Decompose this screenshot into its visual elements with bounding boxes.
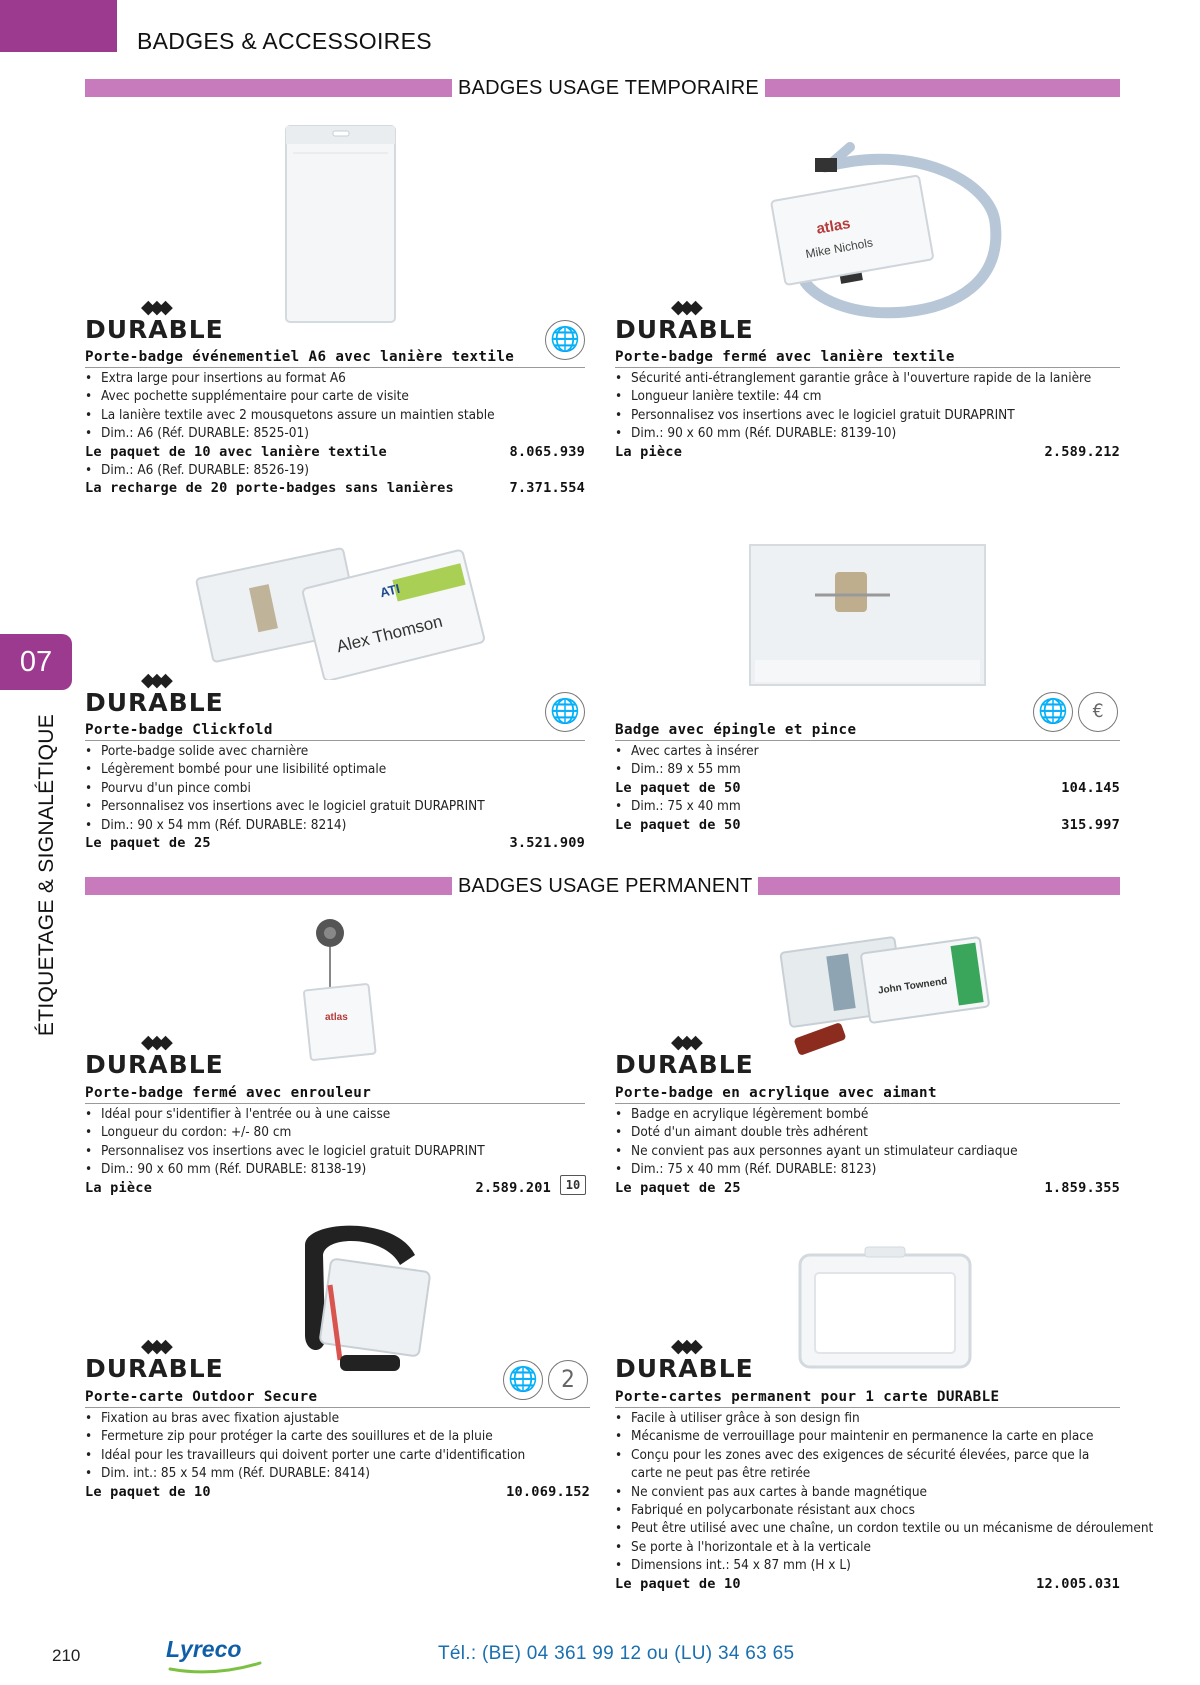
badge-name-text: Alex Thomson bbox=[334, 611, 445, 657]
price-row bbox=[85, 834, 585, 852]
product-title: Porte-badge Clickfold bbox=[85, 722, 273, 738]
price-value: 3.521.909 bbox=[509, 835, 585, 852]
price-row bbox=[85, 443, 585, 461]
bullet: • Dim.: 90 x 60 mm (Réf. DURABLE: 8139-10) bbox=[615, 424, 1120, 442]
chapter-number: 07 bbox=[19, 646, 53, 678]
divider bbox=[615, 1103, 1120, 1104]
product-title: Porte-badge fermé avec enrouleur bbox=[85, 1085, 372, 1101]
page-number: 210 bbox=[52, 1646, 81, 1665]
price-value: 7.371.554 bbox=[509, 480, 585, 497]
globe-icon: 🌐 bbox=[545, 320, 585, 360]
bullet: • Dim.: 75 x 40 mm (Réf. DURABLE: 8123) bbox=[615, 1160, 1120, 1178]
price-value: 315.997 bbox=[1061, 816, 1120, 833]
warranty-years-icon: 2 bbox=[548, 1360, 588, 1400]
bullet: • Peut être utilisé avec une chaîne, un cordon textile ou un mécanisme de déroulement bbox=[615, 1519, 1120, 1537]
price-label: Le paquet de 50 bbox=[615, 816, 741, 833]
product-image-pin-badge bbox=[745, 540, 990, 690]
bullet: • Personnalisez vos insertions avec le logiciel gratuit DURAPRINT bbox=[85, 1142, 585, 1160]
divider bbox=[615, 740, 1120, 741]
product-title: Porte-badge en acrylique avec aimant bbox=[615, 1085, 937, 1101]
section-title-temp: BADGES USAGE TEMPORAIRE bbox=[452, 76, 765, 100]
product-title: Porte-cartes permanent pour 1 carte DURABLE bbox=[615, 1389, 1000, 1405]
brand-logo: ◆◆◆ DURABLE bbox=[615, 1335, 754, 1383]
price-label: La pièce bbox=[615, 443, 683, 460]
globe-icon: 🌐 bbox=[503, 1360, 543, 1400]
chapter-label: ÉTIQUETAGE & SIGNALÉTIQUE bbox=[35, 713, 58, 1037]
brand-logo: ◆◆◆ DURABLE bbox=[85, 669, 224, 717]
bullet: • Dim.: 75 x 40 mm bbox=[615, 797, 1120, 815]
globe-icon: 🌐 bbox=[1033, 692, 1073, 732]
price-row bbox=[615, 779, 1120, 797]
bullet: • Badge en acrylique légèrement bombé bbox=[615, 1105, 1120, 1123]
price-row bbox=[85, 479, 585, 497]
bullet: • Dim.: A6 (Ref. DURABLE: 8526-19) bbox=[85, 461, 585, 479]
bullet: • Pourvu d'un pince combi bbox=[85, 779, 585, 797]
bullet: • Dim.: 90 x 60 mm (Réf. DURABLE: 8138-19) bbox=[85, 1160, 585, 1178]
price-row bbox=[85, 1179, 585, 1197]
bullet: • Dim.: A6 (Réf. DURABLE: 8525-01) bbox=[85, 424, 585, 442]
badge-name-text: John Townend bbox=[877, 975, 948, 997]
divider bbox=[615, 367, 1120, 368]
bullet: • Idéal pour s'identifier à l'entrée ou à une caisse bbox=[85, 1105, 585, 1123]
logo-swoosh bbox=[168, 1660, 263, 1674]
bullet: • Avec pochette supplémentaire pour carte de visite bbox=[85, 387, 585, 405]
page-title: BADGES & ACCESSOIRES bbox=[137, 28, 432, 54]
price-label: La pièce bbox=[85, 1179, 153, 1196]
brand-logo: ◆◆◆ DURABLE bbox=[615, 296, 754, 344]
bullet: • Se porte à l'horizontale et à la verticale bbox=[615, 1538, 1120, 1556]
corner-accent bbox=[0, 0, 117, 52]
product-title: Porte-badge événementiel A6 avec lanière textile bbox=[85, 349, 515, 365]
bullet: • Extra large pour insertions au format A6 bbox=[85, 369, 585, 387]
badge-logo-text: ATI bbox=[378, 580, 402, 601]
price-row bbox=[615, 816, 1120, 834]
product-image-a6-holder bbox=[283, 123, 398, 325]
price-label: Le paquet de 10 bbox=[85, 1483, 211, 1500]
price-value: 12.005.031 bbox=[1036, 1575, 1120, 1592]
brand-logo: ◆◆◆ DURABLE bbox=[615, 1031, 754, 1079]
bullet: • Idéal pour les travailleurs qui doivent porter une carte d'identification bbox=[85, 1446, 590, 1464]
product-details bbox=[615, 742, 1120, 834]
section-title-perm: BADGES USAGE PERMANENT bbox=[452, 874, 758, 898]
bullet: • Longueur lanière textile: 44 cm bbox=[615, 387, 1120, 405]
bullet: • Conçu pour les zones avec des exigences de sécurité élevées, parce que la carte ne peut pas être retirée bbox=[615, 1446, 1120, 1483]
brand-logo: ◆◆◆ DURABLE bbox=[85, 1335, 224, 1383]
product-title: Badge avec épingle et pince bbox=[615, 722, 857, 738]
bullet: • Dim.: 90 x 54 mm (Réf. DURABLE: 8214) bbox=[85, 816, 585, 834]
bullet: • Longueur du cordon: +/- 80 cm bbox=[85, 1123, 585, 1141]
bullet: • Mécanisme de verrouillage pour maintenir en permanence la carte en place bbox=[615, 1427, 1120, 1445]
bullet: • Doté d'un aimant double très adhérent bbox=[615, 1123, 1120, 1141]
divider bbox=[85, 740, 585, 741]
price-label: Le paquet de 50 bbox=[615, 779, 741, 796]
price-label: Le paquet de 10 avec lanière textile bbox=[85, 443, 387, 460]
bullet: • Ne convient pas aux personnes ayant un stimulateur cardiaque bbox=[615, 1142, 1120, 1160]
product-title: Porte-badge fermé avec lanière textile bbox=[615, 349, 955, 365]
price-row bbox=[85, 1483, 590, 1501]
product-image-reel-badge bbox=[295, 915, 385, 1065]
bullet: • Sécurité anti-étranglement garantie grâce à l'ouverture rapide de la lanière bbox=[615, 369, 1120, 387]
price-value: 10.069.152 bbox=[506, 1483, 590, 1500]
divider bbox=[85, 1103, 585, 1104]
bullet: • Ne convient pas aux cartes à bande magnétique bbox=[615, 1483, 1120, 1501]
price-row bbox=[615, 1179, 1120, 1197]
product-details bbox=[615, 1409, 1154, 1593]
euro-icon: € bbox=[1078, 692, 1118, 732]
product-image-card-holder bbox=[795, 1245, 975, 1373]
bullet: • Porte-badge solide avec charnière bbox=[85, 742, 585, 760]
bullet: • Avec cartes à insérer bbox=[615, 742, 1120, 760]
product-details bbox=[85, 369, 585, 498]
price-value: 104.145 bbox=[1061, 779, 1120, 796]
price-value: 2.589.201 bbox=[475, 1179, 551, 1196]
price-value: 1.859.355 bbox=[1044, 1179, 1120, 1196]
divider bbox=[615, 1407, 1120, 1408]
product-image-acrylic-badge bbox=[775, 920, 990, 1065]
globe-icon: 🌐 bbox=[545, 692, 585, 732]
product-image-lanyard bbox=[755, 132, 1005, 327]
bullet: • Facile à utiliser grâce à son design fin bbox=[615, 1409, 1120, 1427]
price-label: Le paquet de 25 bbox=[85, 835, 211, 852]
bullet: • Légèrement bombé pour une lisibilité optimale bbox=[85, 760, 585, 778]
bullet: • Dim.: 89 x 55 mm bbox=[615, 760, 1120, 778]
price-row bbox=[615, 443, 1120, 461]
product-details bbox=[85, 742, 585, 852]
product-image-clickfold bbox=[195, 530, 495, 680]
divider bbox=[85, 367, 585, 368]
product-title: Porte-carte Outdoor Secure bbox=[85, 1389, 318, 1405]
product-details bbox=[615, 369, 1120, 461]
badge-logo-text: atlas bbox=[815, 215, 852, 238]
footer-telephone: Tél.: (BE) 04 361 99 12 ou (LU) 34 63 65 bbox=[438, 1643, 795, 1664]
badge-name-text: Mike Nichols bbox=[804, 235, 874, 262]
bullet: • Dim. int.: 85 x 54 mm (Réf. DURABLE: 8414) bbox=[85, 1464, 590, 1482]
price-label: La recharge de 20 porte-badges sans lanières bbox=[85, 480, 454, 497]
bullet: • Fixation au bras avec fixation ajustable bbox=[85, 1409, 590, 1427]
price-label: Le paquet de 10 bbox=[615, 1575, 741, 1592]
bullet: • Fabriqué en polycarbonate résistant aux chocs bbox=[615, 1501, 1120, 1519]
brand-logo: ◆◆◆ DURABLE bbox=[85, 1031, 224, 1079]
lyreco-logo: Lyreco bbox=[166, 1636, 242, 1662]
product-details bbox=[85, 1409, 590, 1501]
bullet: • Fermeture zip pour protéger la carte des souillures et de la pluie bbox=[85, 1427, 590, 1445]
brand-logo: ◆◆◆ DURABLE bbox=[85, 296, 224, 344]
price-row bbox=[615, 1575, 1120, 1593]
price-value: 8.065.939 bbox=[509, 443, 585, 460]
product-details bbox=[85, 1105, 585, 1197]
badge-logo-text: atlas bbox=[325, 1012, 348, 1023]
bullet: • Personnalisez vos insertions avec le logiciel gratuit DURAPRINT bbox=[615, 406, 1120, 424]
bullet: • Personnalisez vos insertions avec le logiciel gratuit DURAPRINT bbox=[85, 797, 585, 815]
product-image-armband bbox=[285, 1215, 445, 1375]
pack-quantity-badge: 10 bbox=[560, 1175, 586, 1195]
price-label: Le paquet de 25 bbox=[615, 1179, 741, 1196]
product-details bbox=[615, 1105, 1120, 1197]
bullet: • Dimensions int.: 54 x 87 mm (H x L) bbox=[615, 1556, 1120, 1574]
divider bbox=[85, 1407, 590, 1408]
price-value: 2.589.212 bbox=[1044, 443, 1120, 460]
bullet: • La lanière textile avec 2 mousquetons assure un maintien stable bbox=[85, 406, 585, 424]
